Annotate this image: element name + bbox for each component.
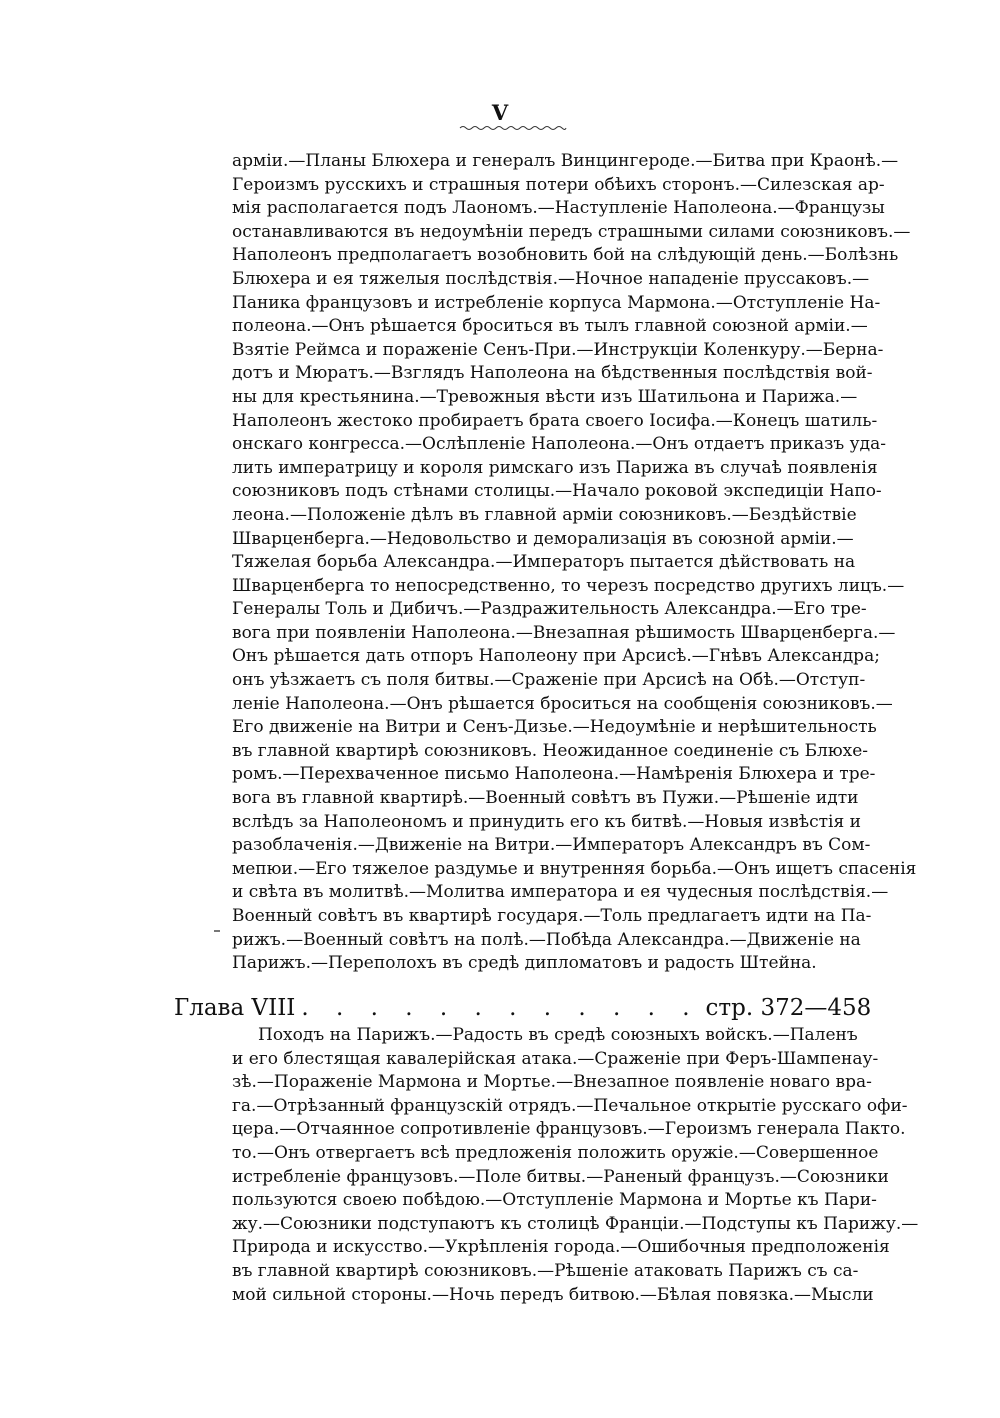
text-line: Генералы Толь и Дибичъ.—Раздражительность Александра.—Его тре- xyxy=(232,599,867,620)
text-line: вога въ главной квартирѣ.—Военный совѣтъ въ Пужи.—Рѣшеніе идти xyxy=(232,788,859,809)
text-line: союзниковъ подъ стѣнами столицы.—Начало роковой экспедиціи Напо- xyxy=(232,481,882,502)
chapter-leader-dots: . . . . . . . . . . . . xyxy=(301,995,700,1021)
chapter-heading-8 xyxy=(174,995,872,1021)
text-line: истребленіе французовъ.—Поле битвы.—Раненый французъ.—Союзники xyxy=(232,1166,889,1187)
text-line: Блюхера и ея тяжелыя послѣдствія.—Ночное нападеніе пруссаковъ.— xyxy=(232,268,870,289)
text-line: Тяжелая борьба Александра.—Императоръ пытается дѣйствовать на xyxy=(232,552,856,573)
text-line: мія располагается подъ Лаономъ.—Наступленіе Наполеона.—Французы xyxy=(232,198,885,219)
text-line: Походъ на Парижъ.—Радость въ средѣ союзныхъ войскъ.—Паленъ xyxy=(258,1025,858,1045)
text-line: цера.—Отчаянное сопротивленіе французовъ.—Героизмъ генерала Пакто. xyxy=(232,1119,906,1140)
text-line: Природа и искусство.—Укрѣпленія города.—Ошибочныя предположенія xyxy=(232,1237,890,1258)
text-line: Наполеонъ предполагаетъ возобновить бой на слѣдующій день.—Болѣзнь xyxy=(232,245,899,266)
text-line: ромъ.—Перехваченное письмо Наполеона.—Намѣренія Блюхера и тре- xyxy=(232,764,876,785)
contents-block-chapter-8 xyxy=(232,1024,919,1307)
text-line: лить императрицу и короля римскаго изъ Парижа въ случаѣ появленія xyxy=(232,457,878,478)
text-line: и свѣта въ молитвѣ.—Молитва императора и ея чудесныя послѣдствія.— xyxy=(232,882,889,903)
text-line: рижъ.—Военный совѣтъ на полѣ.—Побѣда Александра.—Движеніе на xyxy=(232,929,861,950)
text-line: мой сильной стороны.—Ночь передъ битвою.—Бѣлая повязка.—Мысли xyxy=(232,1284,874,1305)
text-line: останавливаются въ недоумѣніи передъ страшными силами союзниковъ.— xyxy=(232,221,911,242)
text-line: жу.—Союзники подступаютъ къ столицѣ Франціи.—Подступы къ Парижу.— xyxy=(232,1213,919,1234)
margin-mark xyxy=(214,930,220,932)
text-line: то.—Онъ отвергаетъ всѣ предложенія положить оружіе.—Совершенное xyxy=(232,1142,879,1163)
text-line: разоблаченія.—Движеніе на Витри.—Императоръ Александръ въ Сом- xyxy=(232,835,871,856)
text-line: Военный совѣтъ въ квартирѣ государя.—Толь предлагаетъ идти на Па- xyxy=(232,906,872,926)
text-line: леніе Наполеона.—Онъ рѣшается броситься на сообщенія союзниковъ.— xyxy=(232,693,893,714)
page-number: V xyxy=(491,100,509,125)
text-line: га.—Отрѣзанный французскій отрядъ.—Печальное открытіе русскаго офи- xyxy=(232,1095,908,1116)
chapter-title: Глава VIII xyxy=(174,995,296,1021)
text-line: Наполеонъ жестоко пробираетъ брата своего Іосифа.—Конецъ шатиль- xyxy=(232,410,878,431)
text-line: Шварценберга то непосредственно, то черезъ посредство другихъ лицъ.— xyxy=(232,575,905,596)
text-line: ны для крестьянина.—Тревожныя вѣсти изъ Шатильона и Парижа.— xyxy=(232,386,858,407)
text-line: дотъ и Мюратъ.—Взглядъ Наполеона на бѣдственныя послѣдствія вой- xyxy=(232,363,873,384)
text-line: Онъ рѣшается дать отпоръ Наполеону при Арсисѣ.—Гнѣвъ Александра; xyxy=(232,646,880,667)
text-line: мепюи.—Его тяжелое раздумье и внутренняя борьба.—Онъ ищетъ спасенія xyxy=(232,858,917,879)
text-line: въ главной квартирѣ союзниковъ.—Рѣшеніе атаковать Парижъ съ са- xyxy=(232,1260,859,1281)
ornament-divider xyxy=(460,124,566,132)
text-line: онъ уѣзжаетъ съ поля битвы.—Сраженіе при Арсисѣ на Обѣ.—Отступ- xyxy=(232,670,866,691)
text-line: леона.—Положеніе дѣлъ въ главной арміи союзниковъ.—Бездѣйствіе xyxy=(232,504,857,525)
text-line: и его блестящая кавалерійская атака.—Сраженіе при Феръ-Шампенау- xyxy=(232,1048,879,1069)
contents-block-chapter-7 xyxy=(232,150,917,976)
text-line: вога при появленіи Наполеона.—Внезапная рѣшимость Шварценберга.— xyxy=(232,622,896,643)
chapter-pages: стр. 372—458 xyxy=(705,995,872,1021)
text-line: полеона.—Онъ рѣшается броситься въ тылъ главной союзной арміи.— xyxy=(232,316,868,337)
text-line: Его движеніе на Витри и Сенъ-Дизье.—Недоумѣніе и нерѣшительность xyxy=(232,717,877,738)
text-line: Паника французовъ и истребленіе корпуса Мармона.—Отступленіе На- xyxy=(232,292,881,313)
text-line: Парижъ.—Переполохъ въ средѣ дипломатовъ и радость Штейна. xyxy=(232,953,817,974)
text-line: Героизмъ русскихъ и страшныя потери обѣихъ сторонъ.—Силезская ар- xyxy=(232,174,885,195)
text-line: Шварценберга.—Недовольство и деморализація въ союзной арміи.— xyxy=(232,528,854,549)
text-line: зѣ.—Пораженіе Мармона и Мортье.—Внезапное появленіе новаго вра- xyxy=(232,1072,872,1093)
text-line: въ главной квартирѣ союзниковъ. Неожиданное соединеніе съ Блюхе- xyxy=(232,740,869,761)
text-line: онскаго конгресса.—Ослѣпленіе Наполеона.—Онъ отдаетъ приказъ уда- xyxy=(232,434,886,455)
text-line: пользуются своею побѣдою.—Отступленіе Мармона и Мортье къ Пари- xyxy=(232,1190,877,1211)
text-line: Взятіе Реймса и пораженіе Сенъ-При.—Инструкціи Коленкуру.—Берна- xyxy=(232,339,884,360)
text-line: вслѣдъ за Наполеономъ и принудить его къ битвѣ.—Новыя извѣстія и xyxy=(232,811,861,832)
text-line: арміи.—Планы Блюхера и генералъ Винцингероде.—Битва при Краонѣ.— xyxy=(232,151,899,171)
